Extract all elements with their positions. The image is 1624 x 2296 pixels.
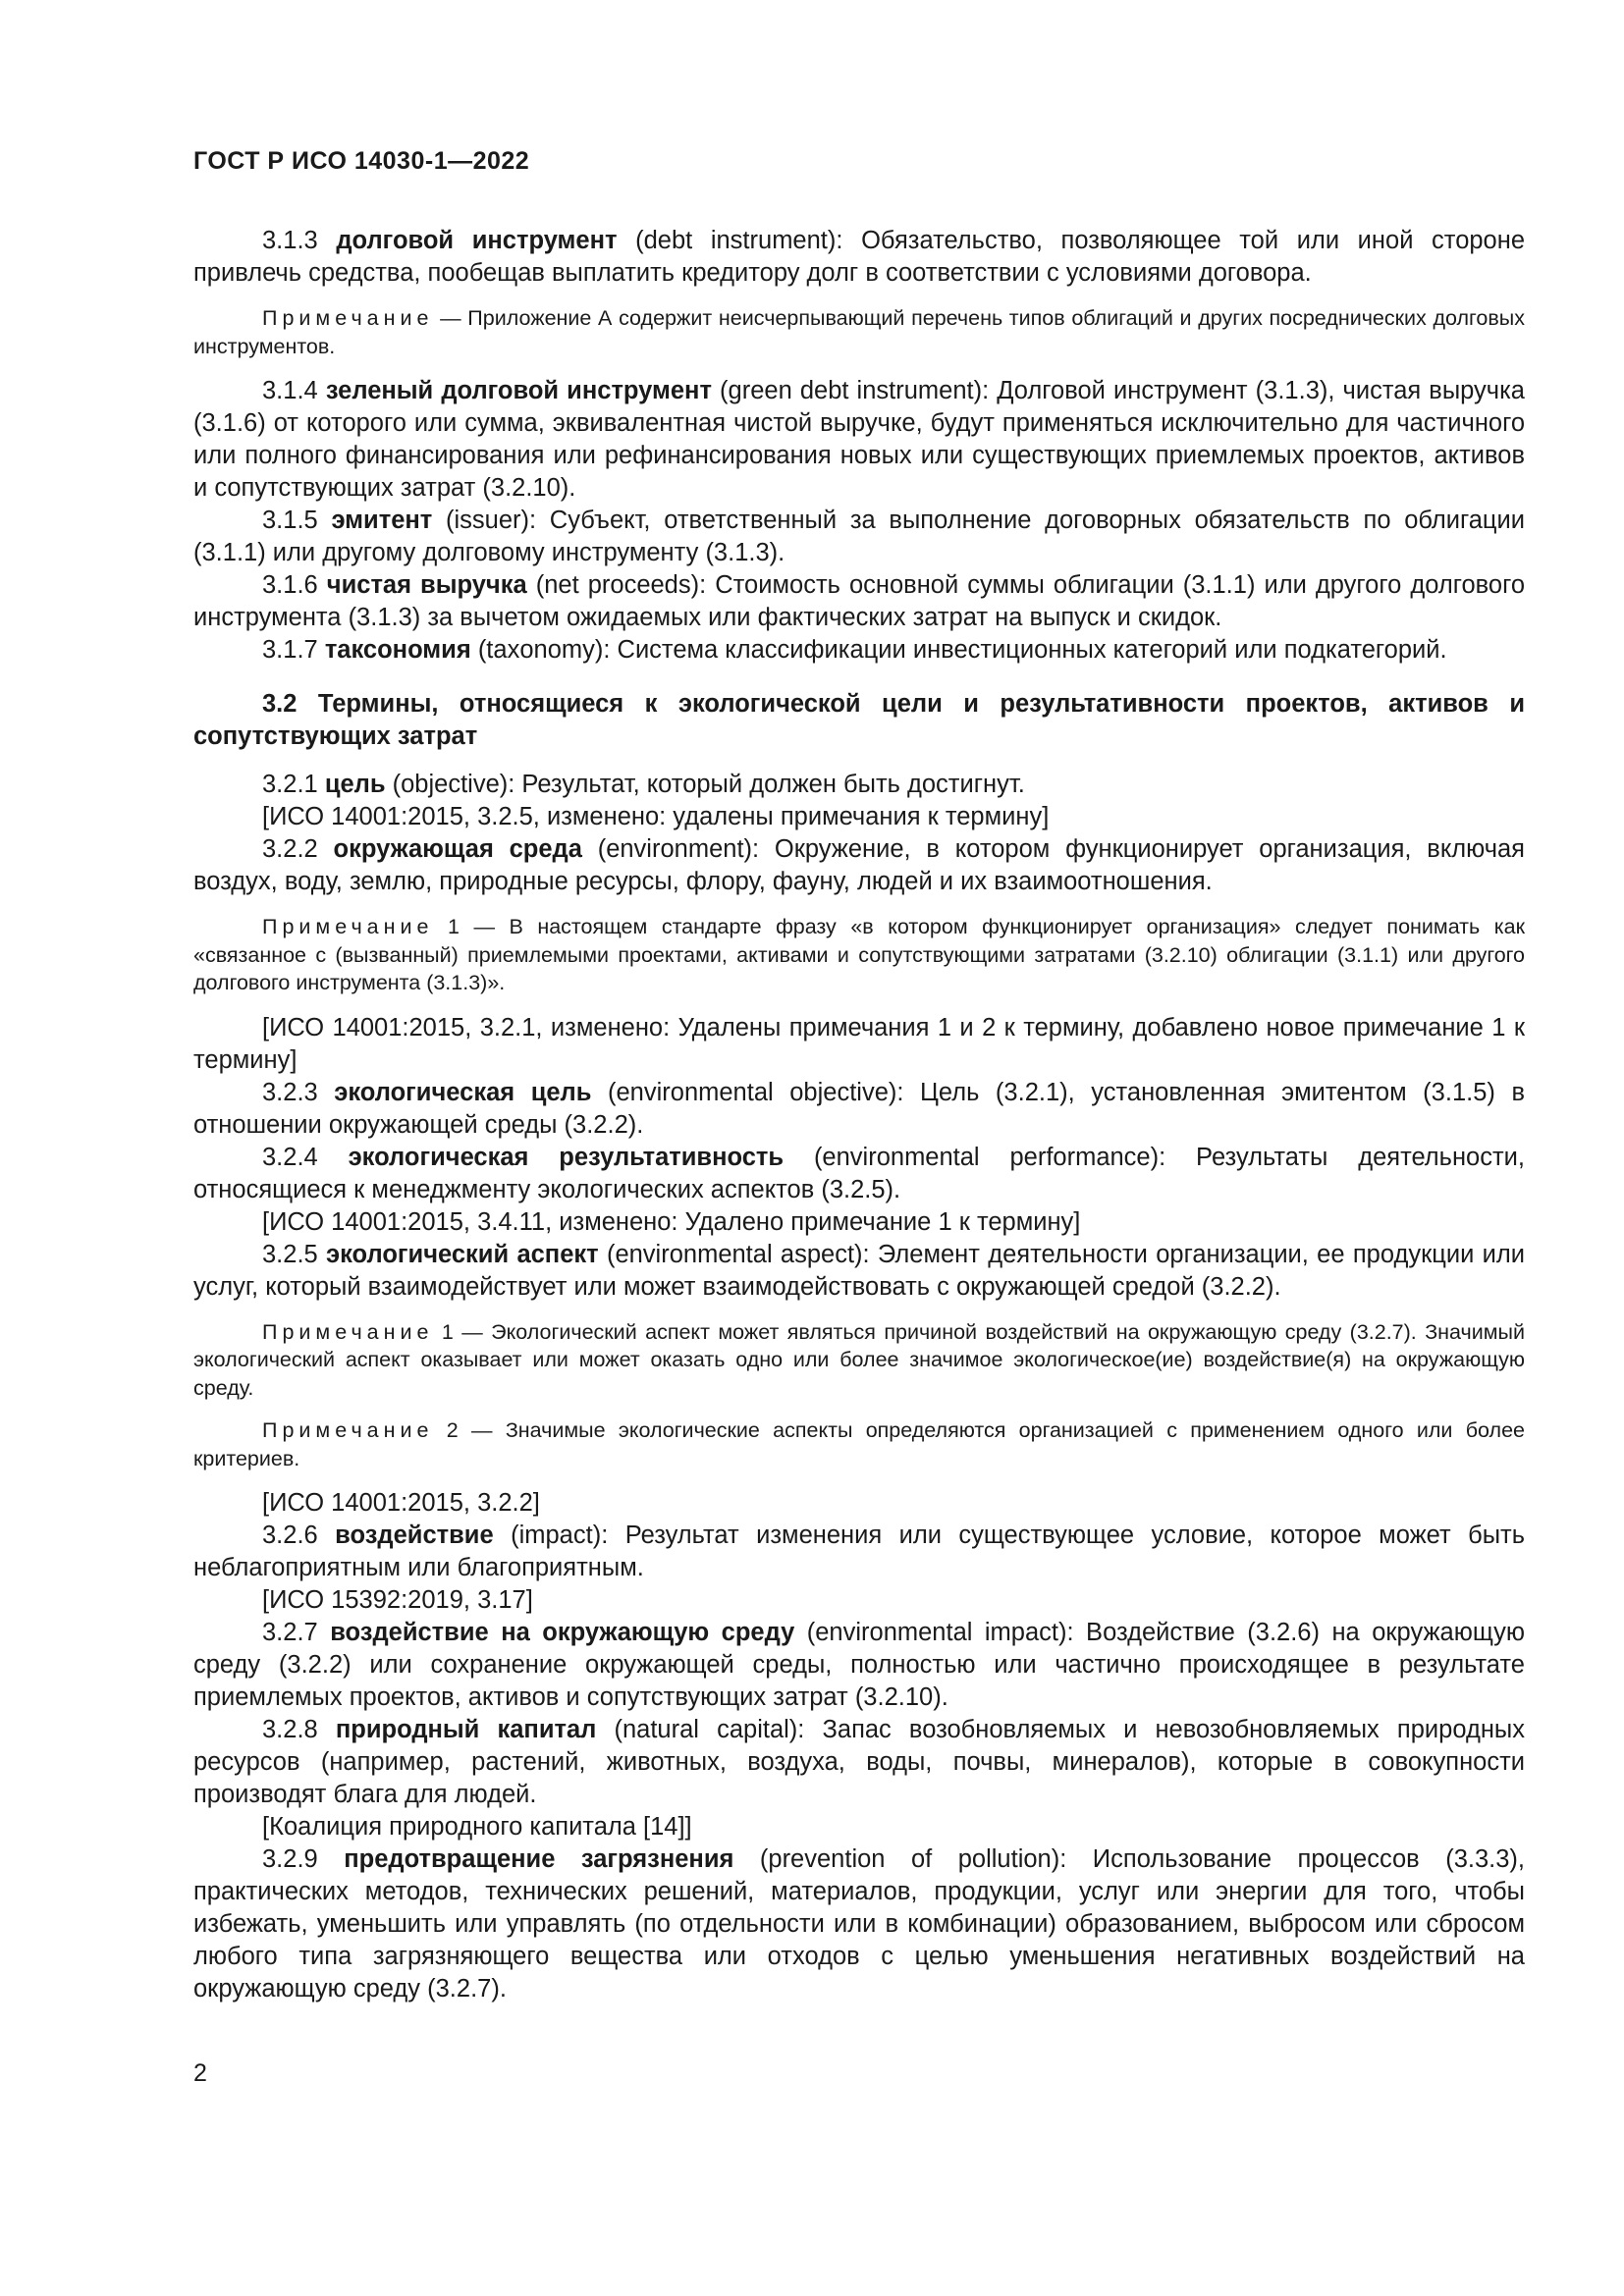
term-definition: (debt instrument): Обязательство, позволяющее той или иной стороне привлечь средства, пообещав выплатить кредитору долг в соответствии с условиями договора.	[193, 227, 1525, 287]
term-3-1-6	[193, 569, 1525, 634]
term-3-2-8	[193, 1714, 1525, 1811]
term-definition: (environmental impact): Воздействие (3.2.6) на окружающую среду (3.2.2) или сохранение окружающей среды, полностью или частично происходящее в результате приемлемых проектов, активов и сопутствующих затрат (3.2.10).	[193, 1619, 1525, 1711]
term-definition: (issuer): Субъект, ответственный за выполнение договорных обязательств по облигации (3.1.1) или другому долговому инструменту (3.1.3).	[193, 507, 1525, 566]
term-definition: (prevention of pollution): Использование процессов (3.3.3), практических методов, технических решений, материалов, продукции, услуг или энергии для того, чтобы избежать, уменьшить или управлять (по отдельности или в комбинации) образованием, выбросом или сбросом любого типа загрязняющего вещества или отходов с целью уменьшения негативных воздействий на окружающую среду (3.2.7).	[193, 1845, 1525, 2002]
term-name: окружающая среда	[333, 835, 582, 863]
note-label: Примечание	[262, 915, 434, 938]
note-label: Примечание	[262, 1319, 434, 1344]
term-source: [ИСО 15392:2019, 3.17]	[262, 1586, 533, 1614]
term-name: чистая выручка	[326, 571, 527, 599]
term-number: 3.1.4	[262, 377, 318, 404]
term-number: 3.2.2	[262, 835, 318, 863]
term-source: [ИСО 14001:2015, 3.2.5, изменено: удалены примечания к термину]	[262, 803, 1050, 830]
term-definition: (taxonomy): Система классификации инвестиционных категорий или подкатегорий.	[470, 636, 1447, 664]
note-3-2-2	[193, 913, 1525, 997]
term-3-2-5	[193, 1239, 1525, 1304]
term-name: таксономия	[324, 636, 471, 664]
term-3-2-6	[193, 1520, 1525, 1584]
term-3-2-9	[193, 1843, 1525, 2005]
term-definition: (impact): Результат изменения или существующее условие, которое может быть неблагоприятным или благоприятным.	[193, 1522, 1525, 1581]
term-name: зеленый долговой инструмент	[325, 377, 712, 404]
term-number: 3.2.1	[262, 771, 318, 798]
note-3-1-3	[193, 304, 1525, 360]
term-definition: (environmental objective): Цель (3.2.1), установленная эмитентом (3.1.5) в отношении окружающей среды (3.2.2).	[193, 1078, 1525, 1139]
note-text: 2 — Значимые экологические аспекты определяются организацией с применением одного или более критериев.	[193, 1418, 1525, 1470]
note-text: 1 — Экологический аспект может являться причиной воздействий на окружающую среду (3.2.7). Значимый экологический аспект оказывает или может оказать одно или более значимое экологическое(ие) воздействие(я) на окружающую среду.	[193, 1319, 1525, 1400]
term-3-2-7	[193, 1617, 1525, 1714]
term-definition: (natural capital): Запас возобновляемых и невозобновляемых природных ресурсов (например, растений, животных, воздуха, воды, почвы, минералов), которые в совокупности производят блага для людей.	[193, 1716, 1525, 1808]
term-name: экологический аспект	[326, 1240, 599, 1268]
term-number: 3.1.3	[262, 227, 318, 254]
term-name: экологическая результативность	[348, 1143, 785, 1171]
term-number: 3.1.5	[262, 507, 318, 534]
document-page	[193, 147, 1525, 2005]
term-source: [Коалиция природного капитала [14]]	[262, 1813, 692, 1841]
term-source: [ИСО 14001:2015, 3.2.2]	[262, 1489, 540, 1517]
term-3-2-2	[193, 833, 1525, 898]
term-source: [ИСО 14001:2015, 3.4.11, изменено: Удалено примечание 1 к термину]	[262, 1207, 1081, 1236]
term-number: 3.2.5	[262, 1240, 318, 1268]
term-name: природный капитал	[335, 1716, 597, 1743]
term-definition: (environment): Окружение, в котором функционирует организация, включая воздух, воду, землю, природные ресурсы, флору, фауну, людей и их взаимоотношения.	[193, 835, 1525, 895]
term-name: воздействие на окружающую среду	[330, 1619, 795, 1646]
term-number: 3.1.6	[262, 571, 318, 599]
term-3-2-1	[193, 769, 1525, 801]
term-3-2-3	[193, 1077, 1525, 1142]
document-header: ГОСТ Р ИСО 14030-1—2022	[193, 147, 530, 175]
note-label: Примечание	[262, 1418, 434, 1442]
note-text: — Приложение А содержит неисчерпывающий перечень типов облигаций и других посреднических долговых инструментов.	[193, 306, 1525, 358]
term-name: экологическая цель	[334, 1078, 592, 1106]
term-number: 3.2.3	[262, 1078, 318, 1106]
term-name: воздействие	[335, 1522, 494, 1549]
term-definition: (green debt instrument): Долговой инструмент (3.1.3), чистая выручка (3.1.6) от которого или сумма, эквивалентная чистой выручке, будут применяться исключительно для частичного или полного финансирования или рефинансирования новых или существующих приемлемых проектов, активов и сопутствующих затрат (3.2.10).	[193, 377, 1525, 502]
term-definition: (environmental aspect): Элемент деятельности организации, ее продукции или услуг, который взаимодействует или может взаимодействовать с окружающей средой (3.2.2).	[193, 1240, 1525, 1301]
term-name: долговой инструмент	[336, 227, 618, 254]
term-name: эмитент	[331, 507, 433, 534]
term-definition: (net proceeds): Стоимость основной суммы облигации (3.1.1) или другого долгового инструмента (3.1.3) за вычетом ожидаемых или фактических затрат на выпуск и скидок.	[193, 571, 1525, 631]
term-number: 3.2.4	[262, 1143, 318, 1171]
section-heading-3-2: 3.2 Термины, относящиеся к экологической цели и результативности проектов, активов и сопутствующих затрат	[193, 690, 1525, 750]
term-number: 3.2.9	[262, 1845, 318, 1873]
term-number: 3.1.7	[262, 636, 318, 664]
term-definition: (objective): Результат, который должен быть достигнут.	[385, 771, 1025, 798]
note-3-2-5-2	[193, 1416, 1525, 1472]
term-3-1-3	[193, 225, 1525, 290]
page-number: 2	[193, 2059, 207, 2087]
term-name: предотвращение загрязнения	[344, 1845, 734, 1873]
term-source: [ИСО 14001:2015, 3.2.1, изменено: Удалены примечания 1 и 2 к термину, добавлено новое примечание 1 к термину]	[193, 1013, 1525, 1074]
term-number: 3.2.8	[262, 1716, 318, 1743]
note-text: 1 — В настоящем стандарте фразу «в котором функционирует организация» следует понимать как «связанное с (вызванный) приемлемыми проектами, активами и сопутствующими затратами (3.2.10) облигации (3.1.1) или другого долгового инструмента (3.1.3)».	[193, 915, 1525, 994]
term-number: 3.2.7	[262, 1619, 318, 1646]
term-name: цель	[324, 771, 386, 798]
note-label: Примечание	[262, 306, 434, 330]
term-definition: (environmental performance): Результаты деятельности, относящиеся к менеджменту экологических аспектов (3.2.5).	[193, 1143, 1525, 1203]
term-number: 3.2.6	[262, 1522, 318, 1549]
note-3-2-5-1	[193, 1318, 1525, 1403]
term-3-1-7	[193, 634, 1525, 667]
term-3-1-5	[193, 505, 1525, 569]
term-3-2-4	[193, 1142, 1525, 1206]
term-3-1-4	[193, 375, 1525, 505]
